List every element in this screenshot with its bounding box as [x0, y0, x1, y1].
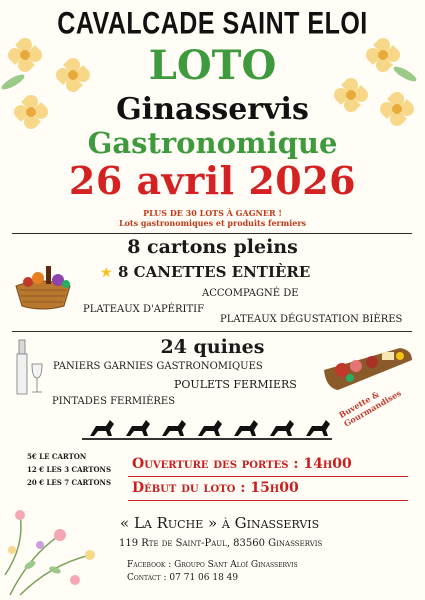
paniers-prize: PANIERS GARNIES GASTRONOMIQUES	[53, 361, 263, 372]
pintades-prize: PINTADES FERMIÈRES	[52, 396, 176, 407]
red-divider	[128, 500, 408, 501]
cavalcade-horses-icon	[82, 414, 332, 444]
lots-announcement: PLUS DE 30 LOTS À GAGNER !	[143, 208, 282, 218]
loto-heading: LOTO	[148, 42, 277, 89]
poulets-prize: POULETS FERMIERS	[174, 378, 297, 391]
lots-description: Lots gastronomiques et produits fermiers	[118, 218, 307, 228]
divider	[12, 331, 412, 332]
price-item: 20 € LES 7 CARTONS	[27, 478, 111, 487]
doors-open-time: Ouverture des portes : 14h00	[132, 456, 352, 472]
red-divider	[128, 476, 408, 477]
event-date: 26 avril 2026	[68, 158, 357, 203]
event-title: CAVALCADE SAINT ELOI	[57, 6, 368, 41]
plateaux-aperitif: PLATEAUX D'APÉRITIF	[83, 304, 205, 315]
subtitle-gastronomique: Gastronomique	[87, 126, 338, 160]
gift-basket-icon	[12, 262, 74, 310]
cartons-heading: 8 cartons pleins	[127, 236, 298, 258]
venue-address: 119 Rte de Saint-Paul, 83560 Ginasservis	[119, 538, 323, 549]
price-item: 5€ LE CARTON	[27, 452, 87, 461]
loto-start-time: Début du loto : 15h00	[132, 480, 299, 496]
canettes-prize: 8 CANETTES ENTIÈRE	[118, 263, 311, 281]
buvette-label: Buvette & Gourmandises	[337, 387, 403, 429]
venue-name: « La Ruche » à Ginasservis	[120, 514, 320, 532]
star-icon: ★	[100, 265, 113, 281]
accompagne-text: ACCOMPAGNÉ DE	[202, 288, 299, 299]
quines-heading: 24 quines	[160, 336, 265, 358]
divider	[12, 233, 412, 234]
village-name: Ginasservis	[116, 92, 309, 127]
phone-contact: Contact : 07 71 06 18 49	[127, 573, 239, 583]
plateaux-bieres: PLATEAUX DÉGUSTATION BIÈRES	[220, 314, 403, 325]
flower-bouquet-icon	[0, 495, 120, 600]
facebook-contact: Facebook : Groupo Sant Aloï Ginasservis	[127, 560, 298, 570]
price-item: 12 € LES 3 CARTONS	[27, 465, 111, 474]
